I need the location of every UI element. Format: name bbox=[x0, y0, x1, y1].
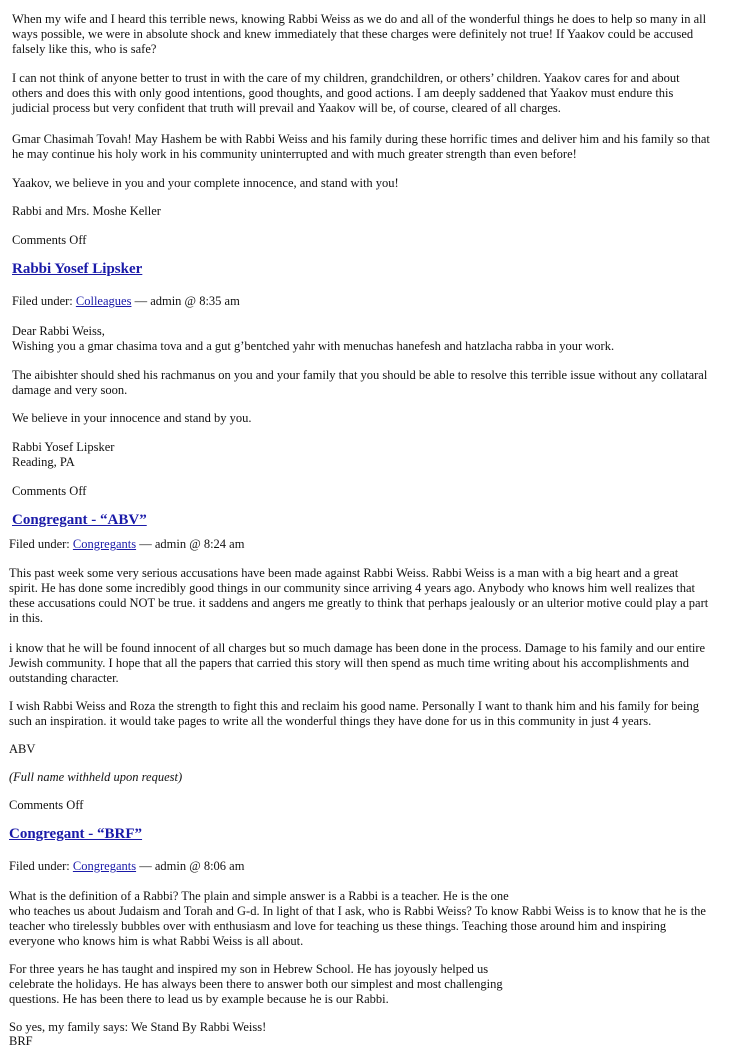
post-text-line: outstanding character. bbox=[9, 671, 119, 685]
post-signature: Rabbi and Mrs. Moshe Keller bbox=[12, 204, 161, 218]
post-signature: Rabbi Yosef Lipsker bbox=[12, 440, 115, 454]
post-text-line: who teaches us about Judaism and Torah and G-d. In light of that I ask, who is Rabbi Weiss? To know Rabbi Weiss is to know that he is the bbox=[9, 904, 706, 918]
post-text-line: such an inspiration. it would take pages to write all the wonderful things they have done for us in this community in just 4 years. bbox=[9, 714, 652, 728]
post-text-line: damage and very soon. bbox=[12, 383, 128, 397]
post-text-line: Wishing you a gmar chasima tova and a gut g’bentched yahr with menuchas hanefesh and hatzlacha rabba in your work. bbox=[12, 339, 615, 353]
post-text-line: judicial process but very confident that truth will prevail and Yaakov will be, of course, cleared of all charges. bbox=[12, 101, 561, 115]
post-text-line: ways possible, we were in absolute shock and knew immediately that these charges were definitely not true! If Yaakov could be accused bbox=[12, 27, 694, 41]
post-title-link[interactable]: Congregant - “ABV” bbox=[12, 512, 147, 528]
post-text-line: I can not think of anyone better to trust in with the care of my children, grandchildren, or others’ children. Yaakov cares for and about bbox=[12, 71, 680, 85]
post-text-line: Dear Rabbi Weiss, bbox=[12, 324, 105, 338]
post-text-line: This past week some very serious accusations have been made against Rabbi Weiss. Rabbi Weiss is a man with a big heart and a great bbox=[9, 566, 679, 580]
post-byline: — admin @ 8:35 am bbox=[134, 294, 240, 308]
post-text-line: I wish Rabbi Weiss and Roza the strength to fight this and reclaim his good name. Personally I want to thank him and his family for being bbox=[9, 699, 699, 713]
post-text-line: i know that he will be found innocent of all charges but so much damage has been done in the process. Damage to his family and our entire bbox=[9, 641, 706, 655]
post-text-line: For three years he has taught and inspired my son in Hebrew School. He has joyously helped us bbox=[9, 962, 489, 976]
post-text-line: others and does this with only good intentions, good thoughts, and good actions. I am deeply saddened that Yaakov must endure this bbox=[12, 86, 674, 100]
post-text-line: What is the definition of a Rabbi? The plain and simple answer is a Rabbi is a teacher. He is the one bbox=[9, 889, 509, 903]
post-signature: BRF bbox=[9, 1034, 33, 1048]
post-text-line: The aibishter should shed his rachmanus on you and your family that you should be able to resolve this terrible issue without any collataral bbox=[12, 368, 708, 382]
post-meta bbox=[9, 537, 244, 552]
post-text-line: So yes, my family says: We Stand By Rabbi Weiss! bbox=[9, 1020, 267, 1034]
post-text-line: When my wife and I heard this terrible news, knowing Rabbi Weiss as we do and all of the wonderful things he does to help so many in all bbox=[12, 12, 707, 26]
post-text-line: questions. He has been there to lead us by example because he is our Rabbi. bbox=[9, 992, 389, 1006]
post-text-line: celebrate the holidays. He has always been there to answer both our simplest and most challenging bbox=[9, 977, 503, 991]
post-signature: ABV bbox=[9, 742, 36, 756]
post-text-line: Yaakov, we believe in you and your complete innocence, and stand with you! bbox=[12, 176, 399, 190]
post-text-line: We believe in your innocence and stand by you. bbox=[12, 411, 252, 425]
category-link[interactable]: Congregants bbox=[72, 537, 137, 551]
post-text-line: these accusations could NOT be true. it saddens and angers me greatly to think that perhaps jealously or an ulterior motive could play a part bbox=[9, 596, 709, 610]
post-text-line: everyone who knows him is what Rabbi Weiss is all about. bbox=[9, 934, 304, 948]
comments-status: Comments Off bbox=[9, 798, 84, 812]
category-link[interactable]: Colleagues bbox=[75, 294, 132, 308]
post-text-line: Jewish community. I hope that all the papers that carried this story will then spend as much time writing about his accomplishments and bbox=[9, 656, 689, 670]
post-byline: — admin @ 8:06 am bbox=[139, 859, 245, 873]
comments-status: Comments Off bbox=[12, 233, 87, 247]
post-text-line: spirit. He has done some incredibly good things in our community since arriving 4 years ago. Anybody who knows him well realizes that bbox=[9, 581, 695, 595]
category-link[interactable]: Congregants bbox=[72, 859, 137, 873]
post-note: (Full name withheld upon request) bbox=[9, 770, 183, 784]
post-text-line: in this. bbox=[9, 611, 44, 625]
post-text-line: falsely like this, who is safe? bbox=[12, 42, 157, 56]
filed-under-label: Filed under: bbox=[9, 537, 70, 551]
post-byline: — admin @ 8:24 am bbox=[139, 537, 245, 551]
post-text-line: teacher who tirelessly bubbles over with enthusiasm and love for teaching us these things. Teaching those around him and inspiring bbox=[9, 919, 667, 933]
post-meta bbox=[9, 859, 244, 874]
filed-under-label: Filed under: bbox=[9, 859, 70, 873]
post-text-line: Gmar Chasimah Tovah! May Hashem be with Rabbi Weiss and his family during these horrific times and deliver him and his family so that bbox=[12, 132, 710, 146]
post-title-link[interactable]: Rabbi Yosef Lipsker bbox=[12, 261, 143, 277]
post-title-link[interactable]: Congregant - “BRF” bbox=[9, 826, 143, 842]
comments-status: Comments Off bbox=[12, 484, 87, 498]
filed-under-label: Filed under: bbox=[12, 294, 73, 308]
post-text-line: he may continue his holy work in his community uninterrupted and with much greater strength than even before! bbox=[12, 147, 577, 161]
post-signature: Reading, PA bbox=[12, 455, 75, 469]
post-meta bbox=[12, 294, 240, 309]
